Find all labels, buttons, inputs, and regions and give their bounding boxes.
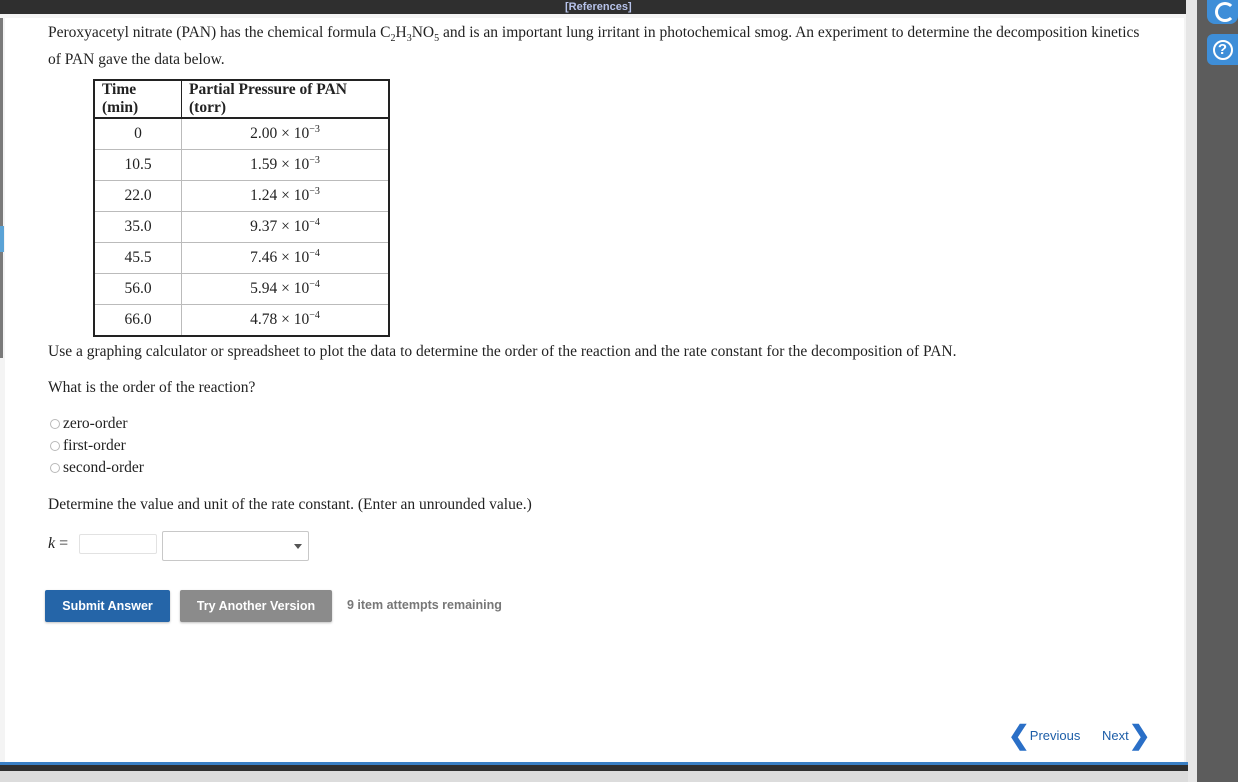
table-row (94, 212, 389, 243)
pressure-cell: $5.94 \times 10^{-4}$ (182, 274, 390, 305)
column-header-pressure: Partial Pressure of PAN (torr) (182, 80, 390, 118)
pressure-cell: $2.00 \times 10^{-3}$ (182, 118, 390, 150)
column-header-time: Time (min) (94, 80, 182, 118)
k-label: k = (48, 535, 69, 552)
time-cell: 0 (94, 118, 182, 150)
chevron-left-icon: ❮ (1008, 720, 1030, 750)
time-cell: 45.5 (94, 243, 182, 274)
table-row (94, 243, 389, 274)
pressure-cell: $1.24 \times 10^{-3}$ (182, 181, 390, 212)
bottom-strip (0, 771, 1188, 782)
time-cell: 66.0 (94, 305, 182, 337)
question-mark-icon: ? (1213, 40, 1233, 60)
right-sidebar (1197, 0, 1238, 782)
refresh-icon[interactable] (1207, 0, 1238, 24)
pressure-cell: $4.78 \times 10^{-4}$ (182, 305, 390, 337)
pressure-cell: $9.37 \times 10^{-4}$ (182, 212, 390, 243)
time-cell: 22.0 (94, 181, 182, 212)
intro-text: Peroxyacetyl nitrate (PAN) has the chemical formula $C_2H_3NO_5$ and is an important lung irritant in photochemical smog. An experiment to determine the decomposition kinetics of PAN gave the data below. (48, 24, 1140, 69)
table-row (94, 305, 389, 337)
table-row (94, 274, 389, 305)
order-question: What is the order of the reaction? (48, 379, 256, 396)
table-row (94, 118, 389, 150)
help-icon[interactable] (1207, 34, 1238, 65)
pressure-cell: $1.59 \times 10^{-3}$ (182, 150, 390, 181)
radio-button[interactable] (50, 419, 60, 429)
radio-button[interactable] (50, 463, 60, 473)
current-question-marker (0, 226, 4, 252)
references-link[interactable]: [References] (565, 1, 632, 13)
pressure-cell: $7.46 \times 10^{-4}$ (182, 243, 390, 274)
bottom-bar (0, 762, 1188, 771)
try-another-version-button[interactable]: Try Another Version (180, 590, 332, 622)
data-table (93, 79, 390, 337)
panel-divider (1186, 0, 1197, 782)
submit-answer-button[interactable]: Submit Answer (45, 590, 170, 622)
time-cell: 10.5 (94, 150, 182, 181)
next-link[interactable]: Next ❯ (1102, 720, 1151, 750)
dropdown-arrow-icon (294, 544, 302, 549)
time-cell: 56.0 (94, 274, 182, 305)
option-zero-order[interactable]: zero-order (50, 414, 128, 434)
radio-button[interactable] (50, 441, 60, 451)
chevron-right-icon: ❯ (1128, 720, 1151, 750)
table-header-row (94, 80, 389, 118)
chemical-formula: $C_2H_3NO_5$ (380, 24, 440, 45)
time-cell: 35.0 (94, 212, 182, 243)
attempts-remaining: 9 item attempts remaining (347, 598, 502, 612)
option-first-order[interactable]: first-order (50, 436, 126, 456)
left-progress-strip (0, 18, 3, 358)
instruction-text: Use a graphing calculator or spreadsheet to plot the data to determine the order of the reaction and the rate constant for the decomposition of PAN. (48, 343, 957, 360)
table-row (94, 181, 389, 212)
k-value-input[interactable] (79, 534, 157, 554)
rate-constant-question: Determine the value and unit of the rate constant. (Enter an unrounded value.) (48, 496, 532, 513)
previous-link[interactable]: ❮ Previous (1008, 720, 1081, 750)
table-row (94, 150, 389, 181)
k-unit-select[interactable] (162, 531, 309, 561)
option-second-order[interactable]: second-order (50, 458, 144, 478)
